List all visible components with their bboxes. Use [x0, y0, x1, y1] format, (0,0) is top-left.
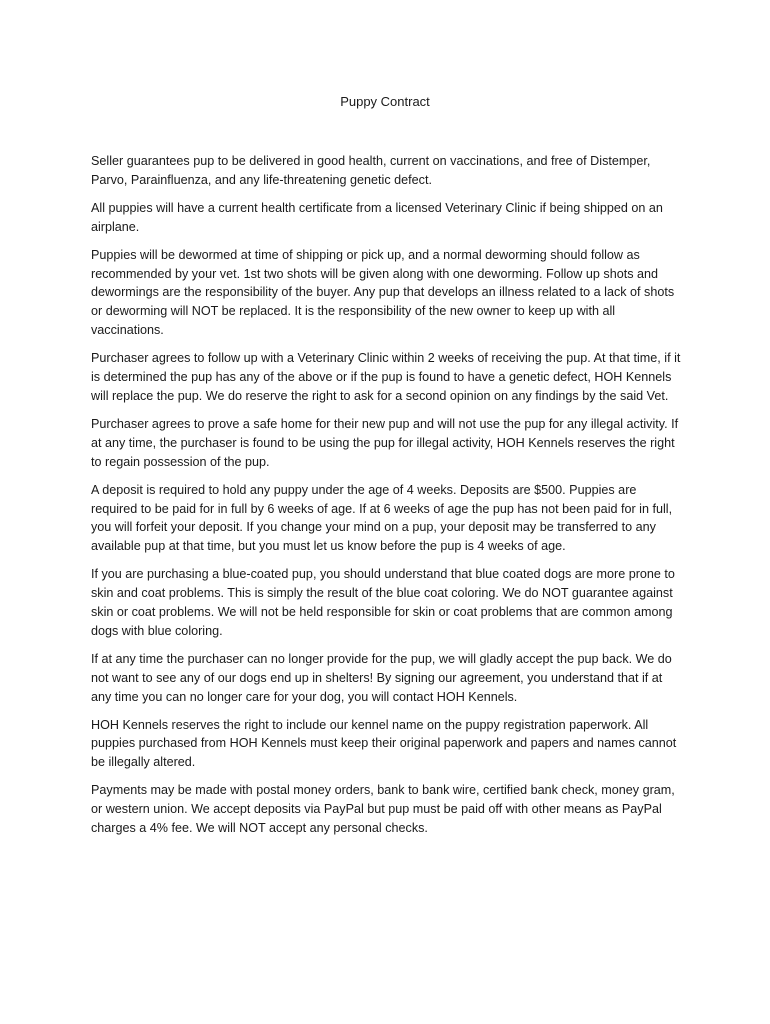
paragraph-health-certificate: All puppies will have a current health certificate from a licensed Veterinary Clinic if being shipped on an airplane.: [91, 200, 663, 234]
document-title: Puppy Contract: [340, 94, 430, 109]
paragraph-health-guarantee: Seller guarantees pup to be delivered in good health, current on vaccinations, and free of Distemper, Parvo, Parainfluenza, and any life-threatening genetic defect.: [91, 154, 651, 187]
paragraph-blue-coat: If you are purchasing a blue-coated pup, you should understand that blue coated dogs are more prone to skin and coat problems. This is simply the result of the blue coat coloring. We do NOT guarantee against skin or coat problems. We will not be held responsible for skin or coat problems that are common among dogs with blue coloring.: [91, 567, 675, 638]
paragraph-safe-home: Purchaser agrees to prove a safe home for their new pup and will not use the pup for any illegal activity. If at any time, the purchaser is found to be using the pup for illegal activity, HOH Kennels reserves the right to regain possession of the pup.: [91, 416, 679, 469]
paragraph-return-policy: If at any time the purchaser can no longer provide for the pup, we will gladly accept the pup back. We do not want to see any of our dogs end up in shelters! By signing our agreement, you understand that if at any time you can no longer care for your dog, you will contact HOH Kennels.: [91, 651, 672, 704]
paragraph-payments: Payments may be made with postal money orders, bank to bank wire, certified bank check, money gram, or western union. We accept deposits via PayPal but pup must be paid off with other means as PayPal charges a 4% fee. We will NOT accept any personal checks.: [91, 783, 675, 836]
paragraph-deworming: Puppies will be dewormed at time of shipping or pick up, and a normal deworming should follow as recommended by your vet. 1st two shots will be given along with one deworming. Follow up shots and dewormings are the responsibility of the buyer. Any pup that develops an illness related to a lack of shots or deworming will NOT be replaced. It is the responsibility of the new owner to keep up with all vaccinations.: [91, 247, 675, 338]
paragraph-vet-followup: Purchaser agrees to follow up with a Veterinary Clinic within 2 weeks of receiving the pup. At that time, if it is determined the pup has any of the above or if the pup is found to have a genetic defect, HOH Kennels will replace the pup. We do reserve the right to ask for a second opinion on any findings by the said Vet.: [91, 351, 681, 403]
paragraph-registration: HOH Kennels reserves the right to include our kennel name on the puppy registration paperwork. All puppies purchased from HOH Kennels must keep their original paperwork and papers and names cannot be illegally altered.: [91, 717, 677, 770]
paragraph-deposit: A deposit is required to hold any puppy under the age of 4 weeks. Deposits are $500. Puppies are required to be paid for in full by 6 weeks of age. If at 6 weeks of age the pup has not been paid for in full, you will forfeit your deposit. If you change your mind on a pup, your deposit may be transferred to any available pup at that time, but you must let us know before the pup is 4 weeks of age.: [91, 482, 673, 554]
document-body: [91, 152, 685, 847]
